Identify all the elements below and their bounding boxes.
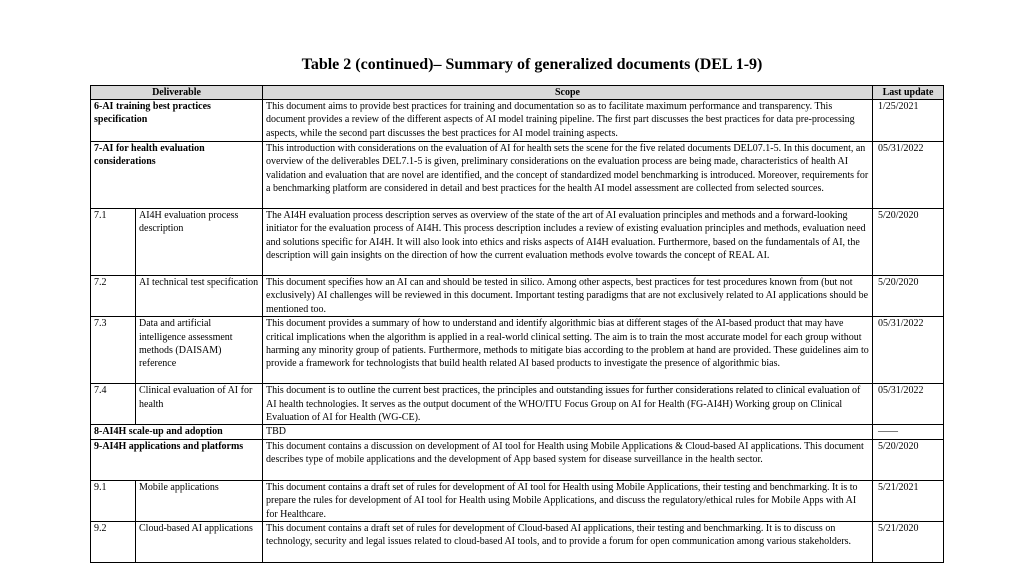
- deliverable-number: 7.4: [91, 384, 136, 425]
- header-last-update: Last update: [873, 86, 944, 100]
- deliverable-name: Data and artificial intelligence assessment methods (DAISAM) reference: [136, 317, 263, 384]
- deliverable-number: 7.3: [91, 317, 136, 384]
- table-row: [91, 384, 944, 425]
- deliverable-number: 9.1: [91, 480, 136, 521]
- last-update-cell: 5/21/2021: [873, 480, 944, 521]
- scope-cell: This document aims to provide best practices for training and documentation so as to facilitate maximum performance and transparency. This document provides a review of the different aspects of AI model training pipeline. The first part discusses the best practices for data pre-processing aspects, while the second part discusses the best practices for AI model training aspects.: [263, 100, 873, 142]
- last-update-cell: 05/31/2022: [873, 142, 944, 209]
- deliverables-table: [90, 85, 944, 563]
- table-row: [91, 425, 944, 439]
- scope-cell: This document contains a draft set of rules for development of AI tool for Health using Mobile Applications, their testing and benchmarking. It is to prepare the rules for development of AI tool for Health using Mobile Applications, and discuss the regulatory/ethical rules for Mobile Apps with AI for Healthcare.: [263, 480, 873, 521]
- deliverable-name: Cloud-based AI applications: [136, 522, 263, 563]
- deliverable-name: 9-AI4H applications and platforms: [91, 439, 263, 480]
- last-update-cell: 5/21/2020: [873, 522, 944, 563]
- deliverable-number: 9.2: [91, 522, 136, 563]
- scope-cell: The AI4H evaluation process description serves as overview of the state of the art of AI evaluation principles and methods and a forward-looking initiator for the evaluation process of AI4H. This process description includes a review of existing evaluation principles and methods, evaluation need and solutions specific for AI4H. It will also look into ethics and risks aspects of AI4H evaluation. Furthermore, based on the fundamentals of AI, the description will gain insights on the direction of how the current evaluation methods evolve towards the concept of REAL AI.: [263, 209, 873, 276]
- scope-cell: TBD: [263, 425, 873, 439]
- deliverable-name: AI4H evaluation process description: [136, 209, 263, 276]
- last-update-cell: 05/31/2022: [873, 384, 944, 425]
- scope-cell: This document specifies how an AI can and should be tested in silico. Among other aspects, best practices for test procedures known from (but not exclusively) AI challenges will be reviewed in this document. Important testing paradigms that are not exclusively related to AI applications should be mentioned too.: [263, 276, 873, 317]
- last-update-cell: 5/20/2020: [873, 276, 944, 317]
- header-scope: Scope: [263, 86, 873, 100]
- deliverable-number: 7.2: [91, 276, 136, 317]
- table-row: [91, 317, 944, 384]
- table-row: [91, 480, 944, 521]
- table-header-row: [91, 86, 944, 100]
- table-row: [91, 439, 944, 480]
- deliverable-name: 8-AI4H scale-up and adoption: [91, 425, 263, 439]
- table-row: [91, 142, 944, 209]
- deliverable-name: Clinical evaluation of AI for health: [136, 384, 263, 425]
- deliverable-number: 7.1: [91, 209, 136, 276]
- deliverable-name: 7-AI for health evaluation considerations: [91, 142, 263, 209]
- last-update-cell: 05/31/2022: [873, 317, 944, 384]
- scope-cell: This document contains a draft set of rules for development of Cloud-based AI applications, their testing and benchmarking. It is to discuss on technology, security and legal issues related to cloud-based AI tools, and to provide a forum for open communication among various stakeholders.: [263, 522, 873, 563]
- last-update-cell: ——: [873, 425, 944, 439]
- table-row: [91, 100, 944, 142]
- deliverable-name: 6-AI training best practices specification: [91, 100, 263, 142]
- table-title: Table 2 (continued)– Summary of generalized documents (DEL 1-9): [301, 56, 763, 73]
- deliverable-name: AI technical test specification: [136, 276, 263, 317]
- table-row: [91, 276, 944, 317]
- last-update-cell: 5/20/2020: [873, 209, 944, 276]
- scope-cell: This document contains a discussion on development of AI tool for Health using Mobile Applications & Cloud-based AI applications. This document describes type of mobile applications and the development of App based system for disease surveillance in the health sector.: [263, 439, 873, 480]
- last-update-cell: 5/20/2020: [873, 439, 944, 480]
- table-row: [91, 209, 944, 276]
- deliverable-name: Mobile applications: [136, 480, 263, 521]
- table-row: [91, 522, 944, 563]
- scope-cell: This introduction with considerations on the evaluation of AI for health sets the scene for the five related documents DEL07.1-5. In this document, an overview of the deliverables DEL7.1-5 is given, preliminary considerations on the evaluation process are being made, characteristics of health AI validation and evaluation that are novel are identified, and the concept of standardized model benchmarking is introduced. Moreover, requirements for a benchmarking platform are considered in detail and best practices for the health AI model assessment are collected from selected sources.: [263, 142, 873, 209]
- header-deliverable: Deliverable: [91, 86, 263, 100]
- scope-cell: This document provides a summary of how to understand and identify algorithmic bias at different stages of the AI-based product that may have critical implications when the algorithm is applied in a real-world clinical setting. The aim is to train the most accurate model for each group without harming any minority group of patients. Furthermore, methods to mitigate bias according to the problem at hand are provided. These guidelines aim to provide a framework for technologists that build health related AI based products to investigate the presence of algorithmic bias.: [263, 317, 873, 384]
- last-update-cell: 1/25/2021: [873, 100, 944, 142]
- scope-cell: This document is to outline the current best practices, the principles and outstanding issues for further considerations related to clinical evaluation of AI health technologies. It serves as the output document of the WHO/ITU Focus Group on AI for Health (FG-AI4H) Working group on Clinical Evaluation of AI for Health (WG-CE).: [263, 384, 873, 425]
